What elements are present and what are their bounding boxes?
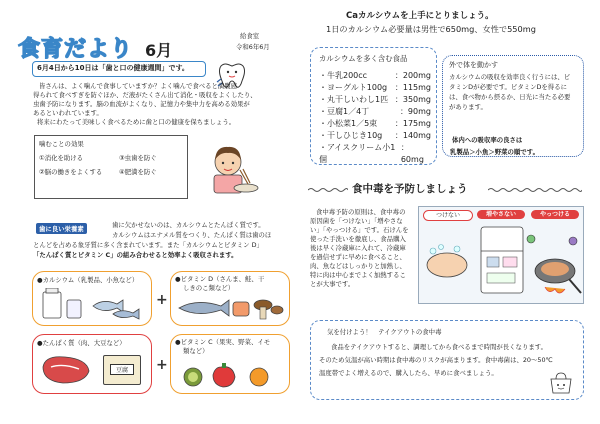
food-card-calcium xyxy=(32,271,152,326)
food-poison-line: 後は早く冷蔵庫に入れて、冷蔵庫 xyxy=(310,244,406,252)
food-poison-line: 肉、魚などはしっかりと加熱し、 xyxy=(310,262,406,270)
calcium-list-title: カルシウムを多く含む食品 xyxy=(319,54,408,63)
food-card-label: ●ビタミン C（果実、野菜、イモ xyxy=(175,338,271,346)
plus-sign: + xyxy=(156,292,168,308)
chew-item: ③虫歯を防ぐ xyxy=(119,154,157,162)
chew-item: ①消化を助ける xyxy=(39,154,84,162)
food-poison-title: 食中毒を予防しましょう xyxy=(352,183,468,195)
chew-effect-box xyxy=(34,135,188,199)
food-card-label: しきのこ類など） xyxy=(183,284,235,292)
chew-item: ②脳の働きをよくする xyxy=(39,168,103,176)
nutrition-line: カルシウムはエナメル質をつくり、たんぱく質は歯のほ xyxy=(112,231,272,239)
child-eating-illustration xyxy=(198,140,262,200)
takeout-line: 温度帯でよく増えるので、購入したら、早めに食べましょう。 xyxy=(319,369,498,377)
outdoor-line: があります。 xyxy=(449,103,487,111)
food-card-protein xyxy=(32,334,152,394)
chew-item: ④肥満を防ぐ xyxy=(119,168,157,176)
food-poison-line: を過信せずに早めに食べること、 xyxy=(310,253,406,261)
calcium-food-list-box xyxy=(310,47,437,165)
fruit-vegetable-icon xyxy=(181,361,281,389)
wave-divider-left xyxy=(308,187,348,193)
tofu-label: 豆腐 xyxy=(110,364,134,375)
takeout-line: そのため気温が高い時期は食中毒のリスクが高まります。食中毒菌は、20～50℃ xyxy=(319,356,553,364)
nutrition-line: 「たんぱく質とビタミン C」の組み合わせると効率よく吸収されます。 xyxy=(33,251,238,259)
food-poison-line: とが大事です。 xyxy=(310,280,355,288)
absorb-title: 体内への吸収率の良さは xyxy=(452,136,523,144)
takeout-bag-icon xyxy=(547,371,575,395)
month-label: 6月 xyxy=(145,41,173,60)
food-card-label: 類など） xyxy=(183,347,209,355)
list-item: ・丸干しいわし1匹 ：350mg xyxy=(319,95,431,104)
food-card-label: ●ビタミン D（さんま、鮭、干 xyxy=(175,275,265,283)
calcium-subtitle: 1日のカルシウム必要量は男性で650mg、女性で550mg xyxy=(326,24,536,34)
intro-line: 皆さんは、よく噛んで食事していますか？よく噛んで食べると満腹感 xyxy=(39,82,238,90)
food-poison-paragraph xyxy=(310,208,409,289)
intro-line: 将来にわたって美味しく食べるために歯と口の健康を保ちましょう。 xyxy=(37,118,236,126)
outdoor-line: カルシウムの吸収を効率良く行うには、ビ xyxy=(449,73,571,81)
wave-divider-right xyxy=(488,187,582,193)
food-poison-line: 食中毒予防の原則は、食中毒の xyxy=(316,208,406,216)
outdoor-title: 外で体を動かす xyxy=(449,61,498,69)
calcium-food-list xyxy=(319,70,431,166)
tofu-icon xyxy=(103,355,141,385)
nutrition-line: 歯に欠かせないのは、カルシウムとたんぱく質です。 xyxy=(112,221,265,229)
list-item: ・豆腐1／4丁 ：90mg xyxy=(319,107,431,116)
intro-line: 虫歯予防になります。脳の血流がよくなり、記憶力や集中力を高める効果が xyxy=(33,100,250,108)
outdoor-line: は、食べ物から摂るか、日光に当たる必要 xyxy=(449,93,571,101)
intro-line: あるといわれています。 xyxy=(33,109,103,117)
food-card-label: ●たんぱく質（肉、大豆など） xyxy=(37,339,126,347)
food-card-label: ●カルシウム（乳製品、小魚など） xyxy=(37,276,139,284)
takeout-title: 気を付けよう！ テイクアウトの食中毒 xyxy=(327,328,442,336)
nutrition-chip: 歯に良い栄養素 xyxy=(36,223,87,234)
handwash-fridge-pan-icon xyxy=(419,221,583,303)
meat-icon xyxy=(39,353,95,387)
fish-mushroom-icon xyxy=(177,296,285,322)
label-fuyasanai: 増やさない xyxy=(477,210,525,219)
milk-fish-icon xyxy=(41,288,145,322)
notice-box xyxy=(32,61,206,77)
food-poison-line: 使った手洗いを徹底し、食品購入 xyxy=(310,235,406,243)
outdoor-line: タミンDが必要です。ビタミンDを得るに xyxy=(449,83,567,91)
calcium-title: Caカルシウムを上手にとりましょう。 xyxy=(346,11,494,21)
page-title: 食育だより xyxy=(18,37,134,62)
food-poison-line: 特に肉は中心までよく加熱するこ xyxy=(310,271,406,279)
food-card-vitamin-c xyxy=(170,334,290,394)
org-label: 給食室 xyxy=(240,32,260,40)
absorb-order: 乳製品＞小魚＞野菜の順です。 xyxy=(450,148,539,156)
nutrition-line: とんどを占める象牙質に多く含まれています。また「カルシウムとビタミン D」 xyxy=(33,241,263,249)
food-poison-illustration xyxy=(418,206,584,304)
label-tsukenai: つけない xyxy=(423,210,473,221)
plus-sign: + xyxy=(156,357,168,373)
list-item: ・牛乳200cc ：200mg xyxy=(319,71,431,80)
food-poison-line: 原因菌を「つけない」「増やさな xyxy=(310,217,403,225)
takeout-box xyxy=(310,320,584,400)
intro-line: 得られて食べすぎを防ぐほか、だ液がたくさん出て消化・吸収をよくしたり、 xyxy=(33,91,257,99)
label-yattsukeru: やっつける xyxy=(531,210,579,219)
chew-box-title: 噛むことの効果 xyxy=(39,140,84,148)
list-item: ・干しひじき10g ：140mg xyxy=(319,131,431,140)
list-item: ・ヨーグルト100g ：115mg xyxy=(319,83,431,92)
list-item: ・小松菜1／5束 ：175mg xyxy=(319,119,431,128)
takeout-line: 食品をテイクアウトすると、調理してから食べるまで時間が長くなります。 xyxy=(331,343,547,351)
list-item: ・アイスクリーム小1個 ：60mg xyxy=(319,143,424,164)
date-label: 令和6年6月 xyxy=(236,43,270,51)
food-poison-line: い」「やっつける」です。石けんを xyxy=(310,226,409,234)
notice-text: 6月4日から10日は「歯と口の健康週間」です。 xyxy=(37,64,189,72)
intro-paragraph xyxy=(33,82,257,127)
food-card-vitamin-d xyxy=(170,271,290,326)
